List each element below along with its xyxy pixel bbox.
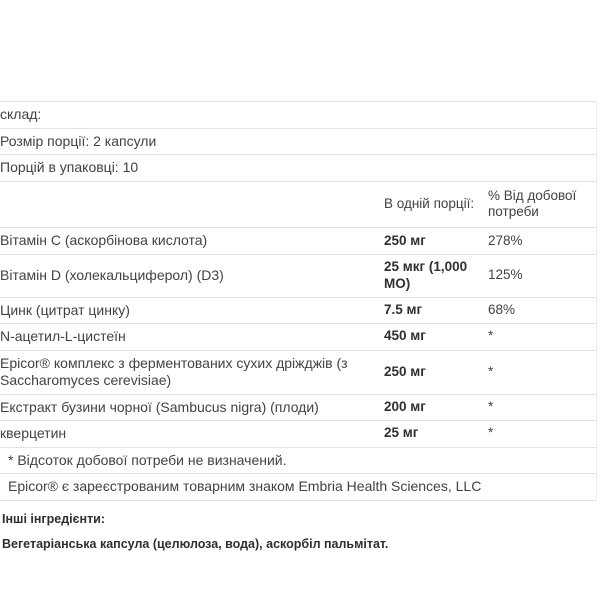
other-ingredients-section xyxy=(0,511,600,553)
table-row xyxy=(0,421,596,448)
nutrient-dv: * xyxy=(488,394,596,421)
table-row xyxy=(0,394,596,421)
nutrient-amount: 25 мкг (1,000 МО) xyxy=(384,254,488,297)
servings-per-container-row xyxy=(0,155,596,182)
table-row xyxy=(0,254,596,297)
nutrient-dv: 278% xyxy=(488,228,596,255)
nutrient-amount: 250 мг xyxy=(384,350,488,394)
table-row xyxy=(0,228,596,255)
nutrient-dv: 68% xyxy=(488,297,596,324)
nutrient-name: Екстракт бузини чорної (Sambucus nigra) (плоди) xyxy=(0,394,384,421)
servings-per-container-label: Порцій в упаковці: 10 xyxy=(0,155,596,182)
nutrient-name: Epicor® комплекс з ферментованих сухих дріжджів (з Saccharomyces cerevisiae) xyxy=(0,350,384,394)
composition-row xyxy=(0,102,596,129)
serving-size-row xyxy=(0,128,596,155)
table-row xyxy=(0,324,596,351)
supplement-facts-page xyxy=(0,101,600,600)
trademark-footnote: Epicor® є зареєстрованим товарним знаком Embria Health Sciences, LLC xyxy=(0,474,596,501)
trademark-footnote-row xyxy=(0,474,596,501)
serving-size-label: Розмір порції: 2 капсули xyxy=(0,128,596,155)
table-row xyxy=(0,350,596,394)
nutrient-name: кверцетин xyxy=(0,421,384,448)
nutrient-name: Цинк (цитрат цинку) xyxy=(0,297,384,324)
supplement-facts-panel xyxy=(0,101,597,501)
nutrient-name: N-ацетил-L-цистеїн xyxy=(0,324,384,351)
supplement-facts-table xyxy=(0,101,596,501)
nutrient-dv: * xyxy=(488,350,596,394)
nutrient-dv: * xyxy=(488,421,596,448)
nutrient-amount: 250 мг xyxy=(384,228,488,255)
table-header-row xyxy=(0,181,596,228)
other-ingredients-value: Вегетаріанська капсула (целюлоза, вода), аскорбіл пальмітат. xyxy=(2,536,389,551)
daily-value-footnote: * Відсоток добової потреби не визначений. xyxy=(0,447,596,474)
nutrient-amount: 200 мг xyxy=(384,394,488,421)
nutrient-name: Вітамін D (холекальциферол) (D3) xyxy=(0,254,384,297)
nutrient-dv: 125% xyxy=(488,254,596,297)
other-ingredients-label: Інші інгредієнти: xyxy=(2,511,106,526)
nutrient-amount: 7.5 мг xyxy=(384,297,488,324)
nutrient-rows xyxy=(0,228,596,447)
footnote-rows xyxy=(0,447,596,500)
nutrient-dv: * xyxy=(488,324,596,351)
info-rows xyxy=(0,102,596,228)
nutrient-amount: 450 мг xyxy=(384,324,488,351)
table-row xyxy=(0,297,596,324)
nutrient-name: Вітамін C (аскорбінова кислота) xyxy=(0,228,384,255)
daily-value-footnote-row xyxy=(0,447,596,474)
nutrient-amount: 25 мг xyxy=(384,421,488,448)
amount-column-header: В одній порції: xyxy=(384,181,488,228)
composition-label: склад: xyxy=(0,102,596,129)
daily-value-column-header: % Від добової потреби xyxy=(488,181,596,228)
header-spacer xyxy=(0,181,384,228)
